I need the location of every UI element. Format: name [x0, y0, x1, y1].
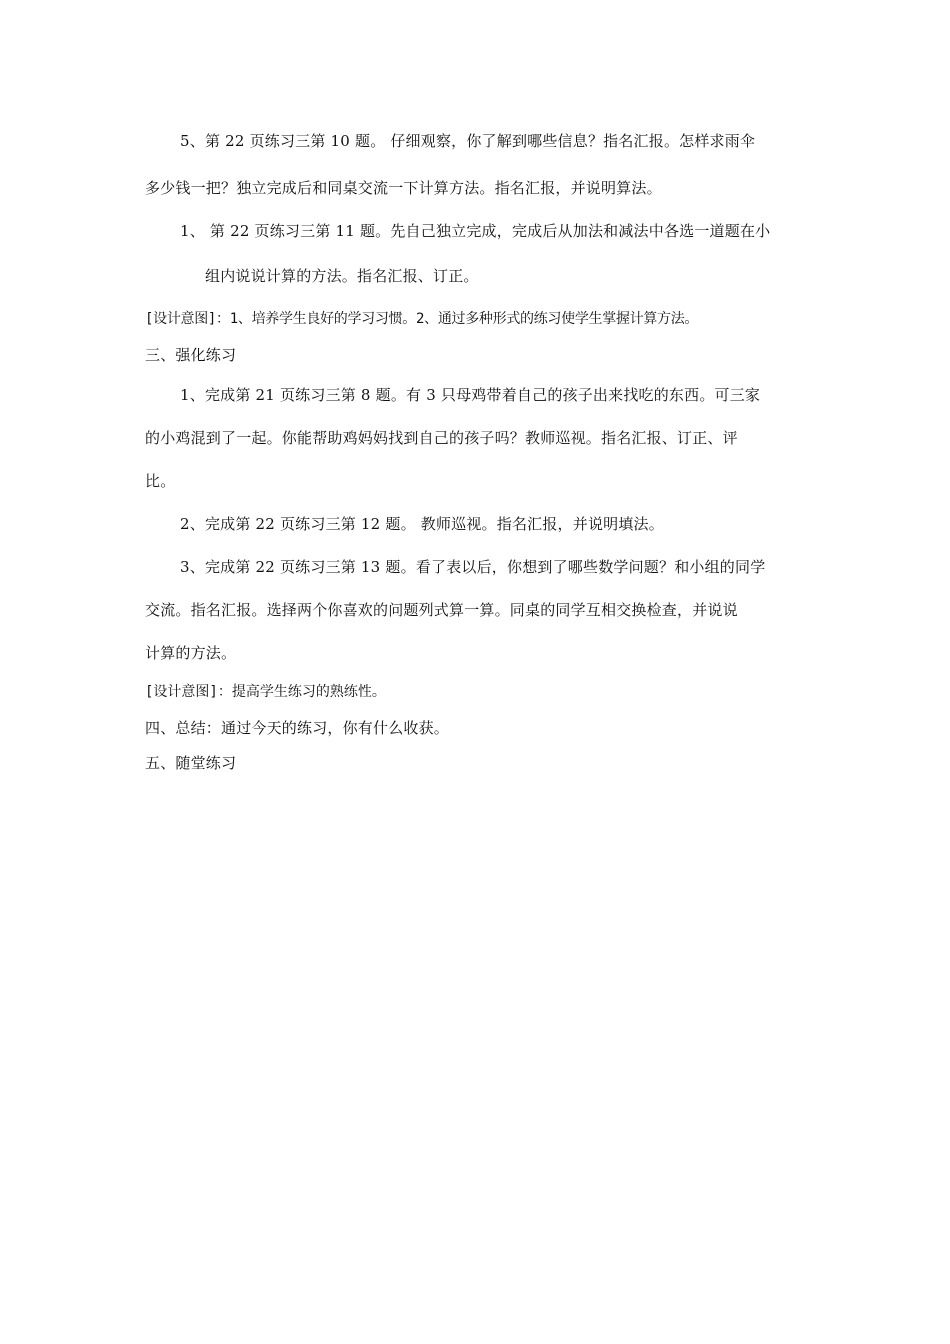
paragraph-line: 5、第 22 页练习三第 10 题。 仔细观察，你了解到哪些信息？指名汇报。怎样求雨伞 [180, 132, 756, 150]
paragraph-line: 多少钱一把？独立完成后和同桌交流一下计算方法。指名汇报，并说明算法。 [145, 179, 662, 197]
paragraph-exercise-1a [145, 210, 807, 298]
section-heading-4: 四、总结：通过今天的练习，你有什么收获。 [145, 719, 450, 737]
paragraph-practice-1 [145, 374, 807, 503]
paragraph-line: 比。 [145, 472, 176, 490]
design-intent-2: [设计意图]：提高学生练习的熟练性。 [145, 684, 386, 700]
paragraph-line: 3、完成第 22 页练习三第 13 题。看了表以后，你想到了哪些数学问题？和小组的同学 [180, 558, 766, 576]
section-heading-5: 五、随堂练习 [145, 754, 237, 772]
paragraph-line: 组内说说计算的方法。指名汇报、订正。 [205, 267, 479, 285]
paragraph-practice-3 [145, 546, 807, 675]
paragraph-line: 交流。指名汇报。选择两个你喜欢的问题列式算一算。同桌的同学互相交换检查，并说说 [145, 601, 738, 619]
paragraph-line: 计算的方法。 [145, 644, 237, 662]
section-heading-3: 三、强化练习 [145, 346, 237, 364]
paragraph-line: 1、 第 22 页练习三第 11 题。先自己独立完成，完成后从加法和减法中各选一道题在小 [180, 222, 771, 240]
paragraph-exercise-5 [145, 120, 807, 210]
design-intent-1: [设计意图]：1、培养学生良好的学习习惯。2、通过多种形式的练习使学生掌握计算方法。 [145, 311, 699, 327]
paragraph-line: 的小鸡混到了一起。你能帮助鸡妈妈找到自己的孩子吗？教师巡视。指名汇报、订正、评 [145, 429, 738, 447]
document-body [145, 124, 807, 780]
paragraph-line: 1、完成第 21 页练习三第 8 题。有 3 只母鸡带着自己的孩子出来找吃的东西。可三家 [180, 386, 761, 404]
paragraph-practice-2: 2、完成第 22 页练习三第 12 题。 教师巡视。指名汇报，并说明填法。 [180, 515, 664, 533]
